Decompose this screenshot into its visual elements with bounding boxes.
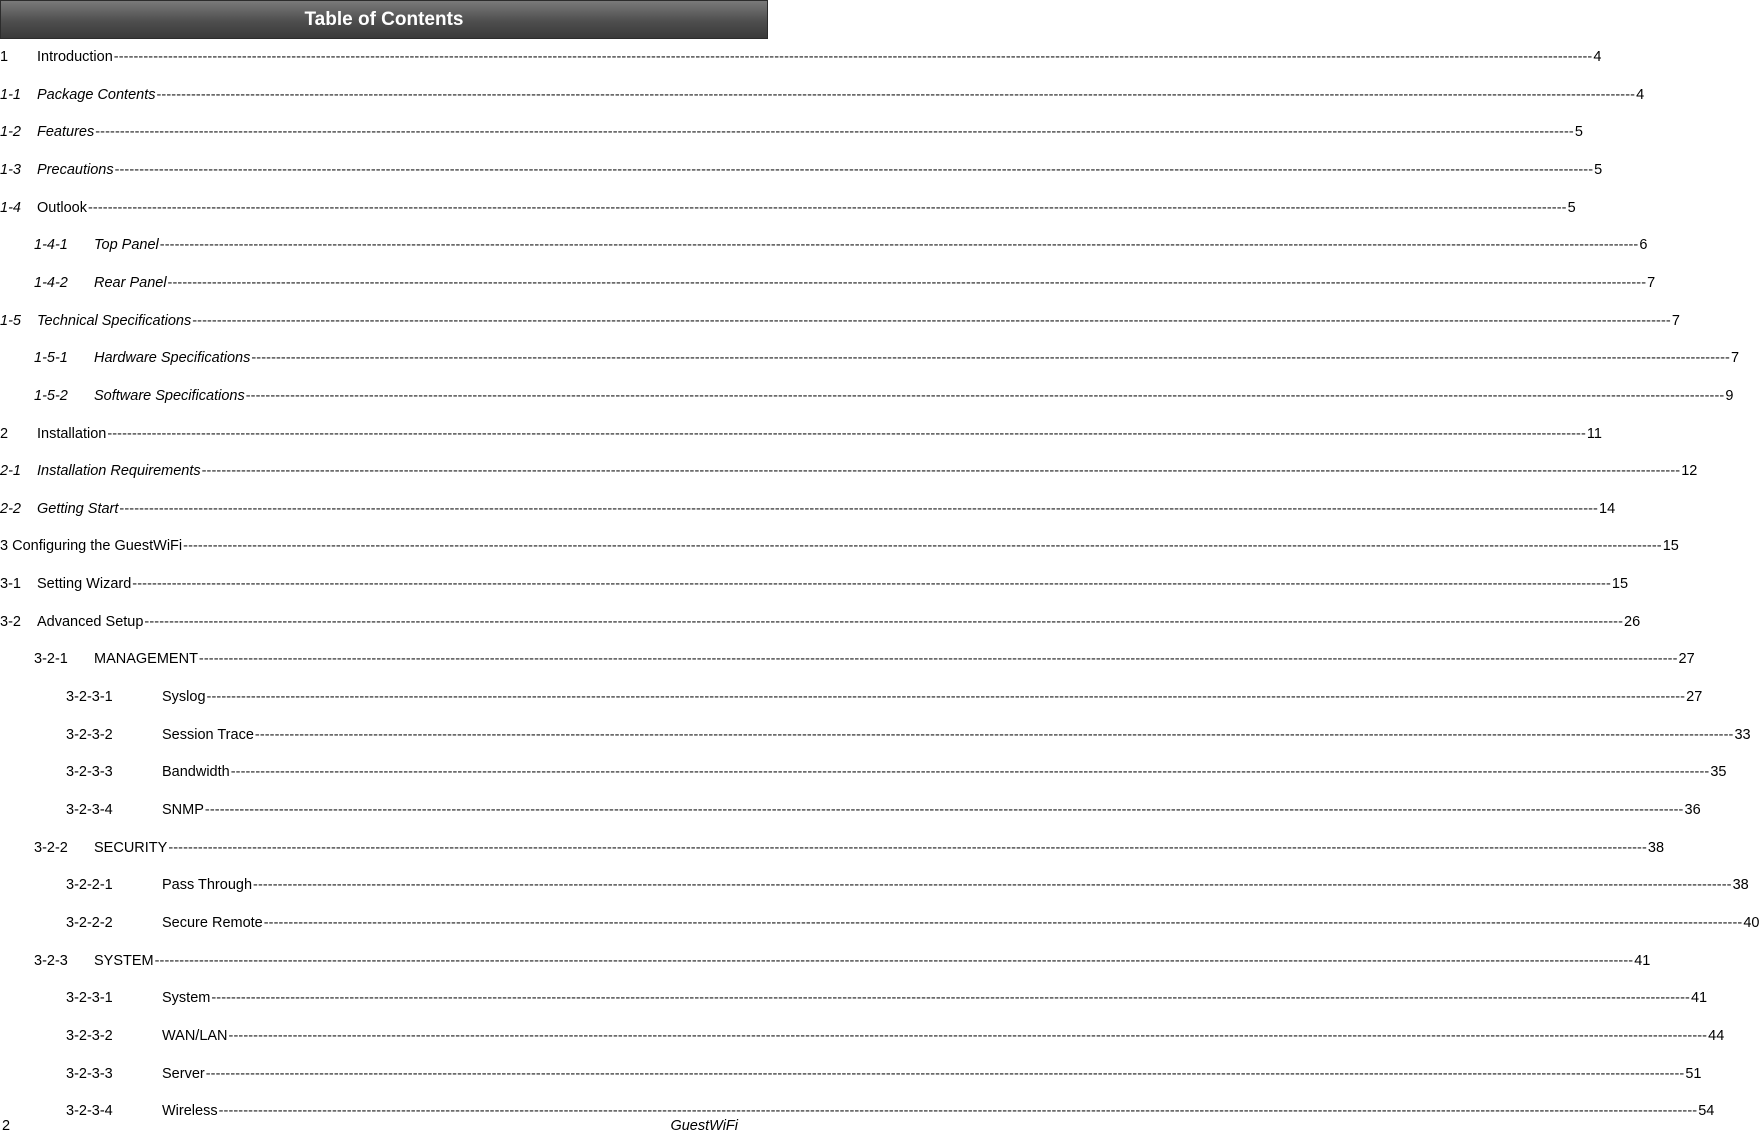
toc-page: 5	[1594, 162, 1603, 178]
toc-leader: ------------------------------------------------------------------------------------------------------------------------------------------------------------------------------------------------------------------------------------------------------------------------------------------------------------	[87, 200, 1567, 216]
toc-title-text: Technical Specifications	[37, 313, 192, 329]
toc-entry[interactable]	[0, 612, 1641, 632]
toc-entry[interactable]	[0, 198, 1576, 218]
toc-page: 27	[1686, 689, 1703, 705]
toc-page: 38	[1732, 877, 1749, 893]
toc-number: 1-3	[0, 162, 21, 178]
toc-leader: ------------------------------------------------------------------------------------------------------------------------------------------------------------------------------------------------------------------------------------------------------------------------------------------------------------	[206, 689, 1686, 705]
toc-leader: ------------------------------------------------------------------------------------------------------------------------------------------------------------------------------------------------------------------------------------------------------------------------------------------------------------	[228, 1028, 1708, 1044]
toc-entry[interactable]	[34, 273, 1656, 293]
toc-leader: ------------------------------------------------------------------------------------------------------------------------------------------------------------------------------------------------------------------------------------------------------------------------------------------------------------	[113, 49, 1593, 65]
toc-title-text: Package Contents	[37, 87, 156, 103]
toc-number: 3 Configuring the GuestWiFi	[0, 538, 183, 554]
toc-entry[interactable]	[34, 386, 1734, 406]
toc-page: 44	[1708, 1028, 1725, 1044]
toc-title-text: Setting Wizard	[37, 576, 132, 592]
toc-title-text: Installation	[37, 426, 107, 442]
toc-header	[0, 0, 768, 39]
toc-leader: ------------------------------------------------------------------------------------------------------------------------------------------------------------------------------------------------------------------------------------------------------------------------------------------------------------	[245, 388, 1725, 404]
toc-number: 1-4-1	[34, 237, 68, 253]
toc-page: 11	[1586, 426, 1602, 442]
toc-page: 6	[1639, 237, 1648, 253]
toc-title-text: Hardware Specifications	[94, 350, 251, 366]
toc-leader: ------------------------------------------------------------------------------------------------------------------------------------------------------------------------------------------------------------------------------------------------------------------------------------------------------------	[263, 915, 1743, 931]
toc-number: 2	[0, 426, 9, 442]
toc-title-text: Secure Remote	[162, 915, 263, 931]
toc-entry[interactable]	[0, 424, 1602, 444]
toc-page: 4	[1636, 87, 1645, 103]
toc-title-text: Introduction	[37, 49, 113, 65]
toc-leader: ------------------------------------------------------------------------------------------------------------------------------------------------------------------------------------------------------------------------------------------------------------------------------------------------------------	[168, 840, 1647, 856]
toc-page: 12	[1681, 463, 1698, 479]
toc-number: 3-2-3-3	[66, 764, 113, 780]
toc-page: 15	[1662, 538, 1679, 554]
toc-number: 1-1	[0, 87, 21, 103]
toc-title-text: Getting Start	[37, 501, 119, 517]
toc-entry[interactable]	[0, 311, 1680, 331]
toc-page: 51	[1685, 1066, 1702, 1082]
toc-number: 3-2-3-3	[66, 1066, 113, 1082]
toc-page: 41	[1634, 953, 1651, 969]
toc-page: 27	[1678, 651, 1695, 667]
toc-title-text: Outlook	[37, 200, 87, 216]
toc-leader: ------------------------------------------------------------------------------------------------------------------------------------------------------------------------------------------------------------------------------------------------------------------------------------------------------------	[198, 651, 1678, 667]
toc-number: 1	[0, 49, 9, 65]
toc-title-text: Advanced Setup	[37, 614, 144, 630]
toc-leader: ------------------------------------------------------------------------------------------------------------------------------------------------------------------------------------------------------------------------------------------------------------------------------------------------------------	[183, 538, 1662, 554]
toc-entry[interactable]	[0, 122, 1583, 142]
toc-entry[interactable]	[66, 762, 1727, 782]
toc-number: 1-4	[0, 200, 21, 216]
toc-title-text: Software Specifications	[94, 388, 245, 404]
toc-number: 1-5-1	[34, 350, 68, 366]
toc-entry[interactable]	[66, 1064, 1702, 1084]
toc-number: 3-2-3-1	[66, 689, 113, 705]
toc-number: 3-2-2-2	[66, 915, 113, 931]
toc-entry[interactable]	[66, 988, 1708, 1008]
toc-leader: ------------------------------------------------------------------------------------------------------------------------------------------------------------------------------------------------------------------------------------------------------------------------------------------------------------	[201, 463, 1681, 479]
toc-number: 3-2-3-4	[66, 802, 113, 818]
toc-entry[interactable]	[34, 951, 1651, 971]
toc-leader: ------------------------------------------------------------------------------------------------------------------------------------------------------------------------------------------------------------------------------------------------------------------------------------------------------------	[154, 953, 1634, 969]
toc-title-text: Syslog	[162, 689, 206, 705]
toc-page: 15	[1611, 576, 1629, 592]
toc-page: 5	[1567, 200, 1576, 216]
toc-number: 3-2-3	[34, 953, 68, 969]
toc-page: 7	[1647, 275, 1656, 291]
toc-title-text: Installation Requirements	[37, 463, 201, 479]
toc-leader: ------------------------------------------------------------------------------------------------------------------------------------------------------------------------------------------------------------------------------------------------------------------------------------------------------------	[218, 1103, 1698, 1119]
toc-leader: ------------------------------------------------------------------------------------------------------------------------------------------------------------------------------------------------------------------------------------------------------------------------------------------------------------	[144, 614, 1624, 630]
toc-number: 1-5-2	[34, 388, 68, 404]
toc-leader: ------------------------------------------------------------------------------------------------------------------------------------------------------------------------------------------------------------------------------------------------------------------------------------------------------------	[251, 350, 1730, 366]
toc-page: 26	[1624, 614, 1641, 630]
toc-page: 14	[1599, 501, 1616, 517]
toc-number: 3-2-1	[34, 651, 68, 667]
toc-title-text: Wireless	[162, 1103, 218, 1119]
toc-title-text: Features	[37, 124, 95, 140]
toc-title: Table of Contents	[304, 8, 464, 30]
toc-number: 1-2	[0, 124, 21, 140]
toc-leader: ------------------------------------------------------------------------------------------------------------------------------------------------------------------------------------------------------------------------------------------------------------------------------------------------------------	[253, 877, 1732, 893]
toc-page: 36	[1684, 802, 1701, 818]
toc-number: 3-2-3-2	[66, 1028, 113, 1044]
toc-title-text: Bandwidth	[162, 764, 230, 780]
toc-leader: ------------------------------------------------------------------------------------------------------------------------------------------------------------------------------------------------------------------------------------------------------------------------------------------------------------	[204, 802, 1684, 818]
toc-leader: ------------------------------------------------------------------------------------------------------------------------------------------------------------------------------------------------------------------------------------------------------------------------------------------------------------	[114, 162, 1594, 178]
toc-entry[interactable]	[0, 461, 1698, 481]
toc-leader: ------------------------------------------------------------------------------------------------------------------------------------------------------------------------------------------------------------------------------------------------------------------------------------------------------------	[230, 764, 1710, 780]
toc-title-text: SYSTEM	[94, 953, 154, 969]
toc-number: 3-2-3-1	[66, 990, 113, 1006]
toc-number: 2-2	[0, 501, 21, 517]
toc-page: 54	[1698, 1103, 1715, 1119]
toc-page: 33	[1734, 727, 1751, 743]
toc-page: 9	[1725, 388, 1734, 404]
toc-number: 3-2-2	[34, 840, 68, 856]
toc-entry[interactable]	[66, 1026, 1725, 1046]
toc-page: 5	[1574, 124, 1583, 140]
toc-leader: ------------------------------------------------------------------------------------------------------------------------------------------------------------------------------------------------------------------------------------------------------------------------------------------------------------	[119, 501, 1598, 517]
toc-leader: ------------------------------------------------------------------------------------------------------------------------------------------------------------------------------------------------------------------------------------------------------------------------------------------------------------	[159, 237, 1639, 253]
toc-number: 1-5	[0, 313, 21, 329]
toc-number: 2-1	[0, 463, 21, 479]
toc-entry[interactable]	[0, 499, 1616, 519]
toc-leader: ------------------------------------------------------------------------------------------------------------------------------------------------------------------------------------------------------------------------------------------------------------------------------------------------------------	[167, 275, 1647, 291]
toc-entry[interactable]	[0, 160, 1603, 180]
toc-leader: ------------------------------------------------------------------------------------------------------------------------------------------------------------------------------------------------------------------------------------------------------------------------------------------------------------	[95, 124, 1574, 140]
toc-page: 38	[1647, 840, 1665, 856]
toc-entry[interactable]	[66, 687, 1703, 707]
toc-leader: ------------------------------------------------------------------------------------------------------------------------------------------------------------------------------------------------------------------------------------------------------------------------------------------------------------	[192, 313, 1671, 329]
toc-entry[interactable]	[34, 838, 1665, 858]
toc-title-text: WAN/LAN	[162, 1028, 228, 1044]
toc-leader: ------------------------------------------------------------------------------------------------------------------------------------------------------------------------------------------------------------------------------------------------------------------------------------------------------------	[132, 576, 1611, 592]
toc-number: 3-2-2-1	[66, 877, 113, 893]
toc-page: 7	[1730, 350, 1740, 366]
toc-number: 3-1	[0, 576, 21, 592]
toc-entry[interactable]	[34, 649, 1695, 669]
toc-title-text: System	[162, 990, 211, 1006]
toc-entry[interactable]	[66, 800, 1701, 820]
toc-page: 7	[1671, 313, 1680, 329]
toc-entry[interactable]	[66, 913, 1759, 933]
toc-title-text: Top Panel	[94, 237, 159, 253]
toc-title-text: Pass Through	[162, 877, 253, 893]
footer-product-name: GuestWiFi	[670, 1118, 738, 1134]
toc-entry[interactable]	[66, 875, 1749, 895]
toc-entry[interactable]	[0, 85, 1645, 105]
footer-page-number: 2	[2, 1118, 11, 1134]
toc-entry[interactable]	[34, 348, 1740, 368]
toc-entry[interactable]	[66, 725, 1751, 745]
toc-number: 3-2	[0, 614, 21, 630]
toc-number: 3-2-3-2	[66, 727, 113, 743]
toc-leader: ------------------------------------------------------------------------------------------------------------------------------------------------------------------------------------------------------------------------------------------------------------------------------------------------------------	[107, 426, 1586, 442]
toc-page: 35	[1710, 764, 1727, 780]
toc-entry[interactable]	[66, 1101, 1715, 1121]
toc-leader: ------------------------------------------------------------------------------------------------------------------------------------------------------------------------------------------------------------------------------------------------------------------------------------------------------------	[156, 87, 1636, 103]
toc-title-text: Session Trace	[162, 727, 254, 743]
toc-title-text: Rear Panel	[94, 275, 167, 291]
toc-entry[interactable]	[0, 536, 1679, 556]
toc-page: 40	[1743, 915, 1759, 931]
toc-number: 1-4-2	[34, 275, 68, 291]
toc-title-text: SNMP	[162, 802, 204, 818]
toc-entry[interactable]	[0, 47, 1602, 67]
toc-entry[interactable]	[0, 574, 1629, 594]
toc-page: 41	[1690, 990, 1708, 1006]
toc-leader: ------------------------------------------------------------------------------------------------------------------------------------------------------------------------------------------------------------------------------------------------------------------------------------------------------------	[211, 990, 1690, 1006]
toc-title-text: SECURITY	[94, 840, 168, 856]
toc-entry[interactable]	[34, 235, 1648, 255]
toc-title-text: Precautions	[37, 162, 114, 178]
toc-leader: ------------------------------------------------------------------------------------------------------------------------------------------------------------------------------------------------------------------------------------------------------------------------------------------------------------	[205, 1066, 1685, 1082]
toc-leader: ------------------------------------------------------------------------------------------------------------------------------------------------------------------------------------------------------------------------------------------------------------------------------------------------------------	[254, 727, 1734, 743]
toc-page: 4	[1593, 49, 1602, 65]
toc-title-text: MANAGEMENT	[94, 651, 198, 667]
toc-title-text: Server	[162, 1066, 205, 1082]
toc-number: 3-2-3-4	[66, 1103, 113, 1119]
